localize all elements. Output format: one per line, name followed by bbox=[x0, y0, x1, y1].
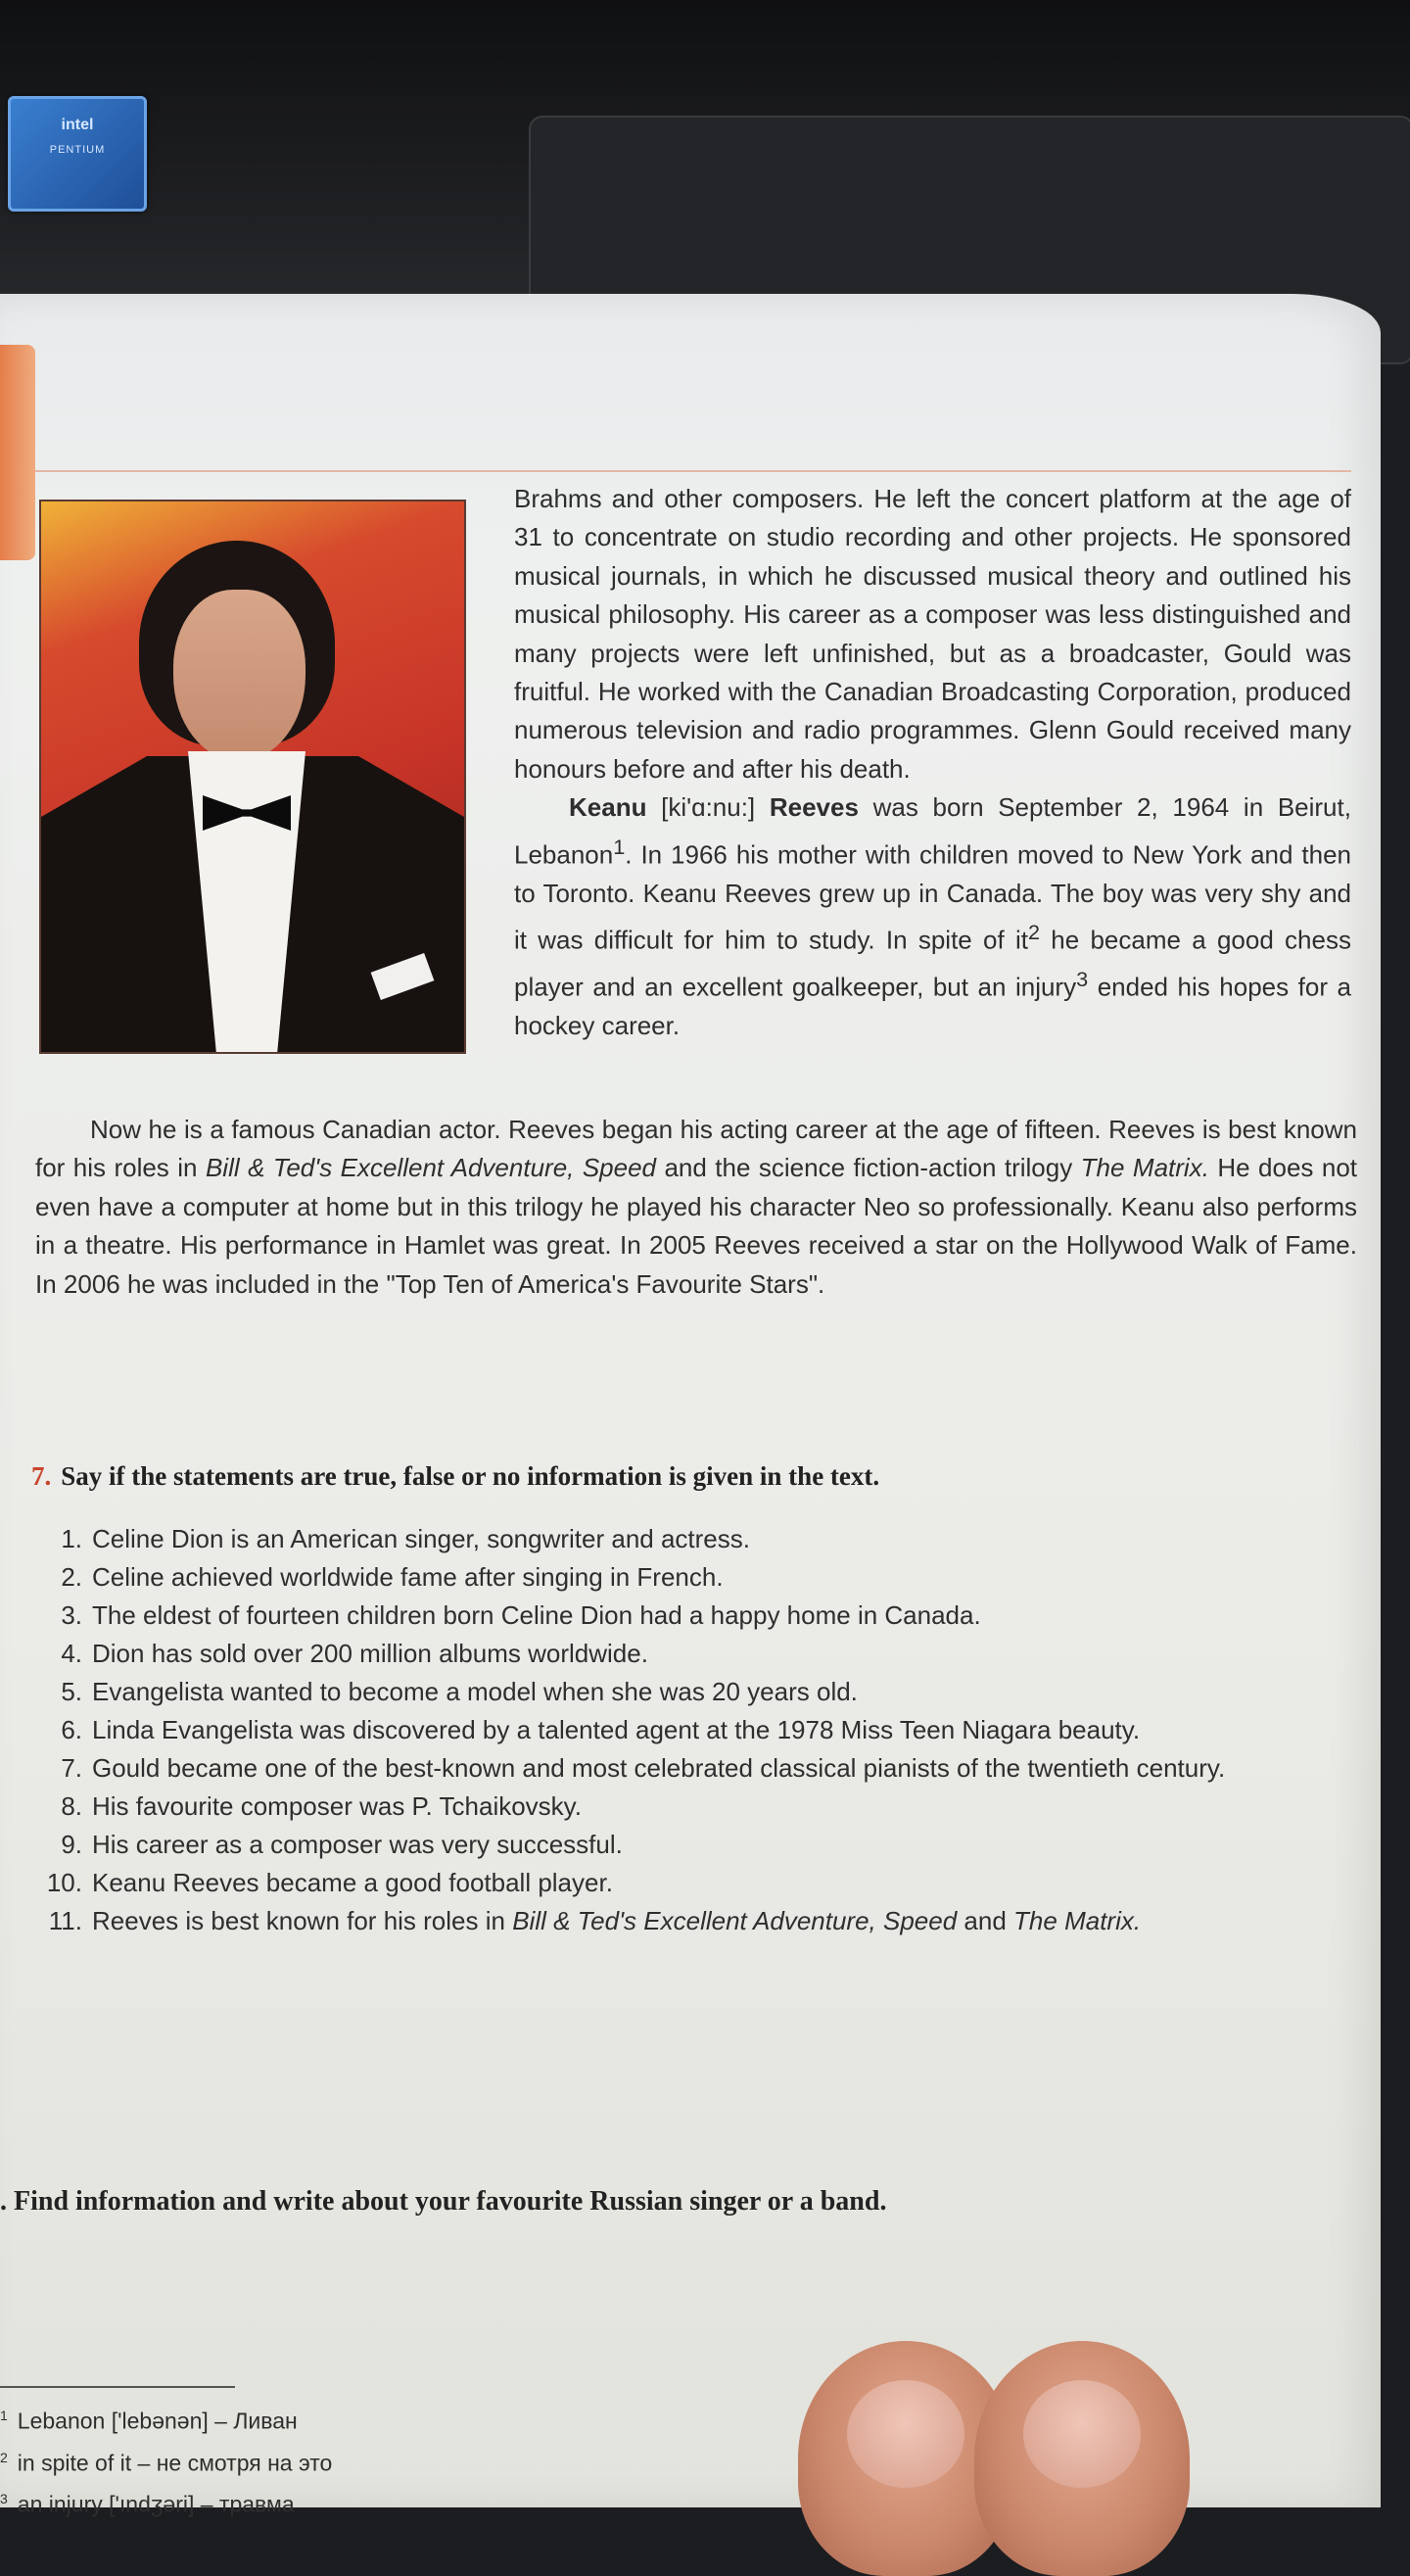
list-item: 2. Celine achieved worldwide fame after singing in French. bbox=[61, 1562, 724, 1592]
paragraph-reeves-career: Now he is a famous Canadian actor. Reeves began his acting career at the age of fifteen. Reeves is best known for his roles in Bill & Ted's Excellent Adventure, Speed and the science fiction-action trilogy The Matrix. He does not even have a computer at home but in this trilogy he played his character Neo so professionally. Keanu also performs in a theatre. His performance in Hamlet was great. In 2005 Reeves received a star on the Hollywood Walk of Fame. In 2006 he was included in the "Top Ten of America's Favourite Stars". bbox=[35, 1115, 1358, 1299]
keanu-reeves-photo bbox=[39, 500, 466, 1054]
processor-sticker bbox=[8, 96, 147, 212]
list-item: 7. Gould became one of the best-known and most celebrated classical pianists of the twentieth century. bbox=[61, 1753, 1226, 1783]
sticker-chip: PENTIUM bbox=[49, 144, 106, 156]
list-item: 3. The eldest of fourteen children born Celine Dion had a happy home in Canada. bbox=[61, 1600, 981, 1630]
paragraph-reeves-intro: Keanu [ki'ɑ:nu:] Reeves was born September 2, 1964 in Beirut, Lebanon$^1$. In 1966 his mother with children moved to New York and then to Toronto. Keanu Reeves grew up in Canada. The boy was very shy and it was difficult for him to study. In spite of $it^2$ he became a good chess player and an excellent goalkeeper, but an injury$^3$ ended his hopes for a hockey career. bbox=[514, 792, 1351, 1041]
list-item: 11. Reeves is best known for his roles in Bill & Ted's Excellent Adventure, Speed and The Matrix. bbox=[48, 1906, 1142, 1935]
footnote: $^3$ an injury ['ındʒəri] – травма bbox=[0, 2491, 295, 2517]
exercise-7-title: Say if the statements are true, false or no information is given in the text. bbox=[61, 1461, 880, 1491]
footnote: $^1$ Lebanon ['lebənən] – Ливан bbox=[0, 2408, 298, 2434]
list-item: 9. His career as a composer was very successful. bbox=[61, 1830, 623, 1859]
footnotes bbox=[0, 2398, 685, 2523]
list-item: 10. Keanu Reeves became a good football player. bbox=[46, 1868, 613, 1897]
list-item: 1. Celine Dion is an American singer, songwriter and actress. bbox=[61, 1524, 750, 1553]
list-item: 8. His favourite composer was P. Tchaikovsky. bbox=[61, 1791, 582, 1821]
article-right-column bbox=[514, 480, 1351, 1046]
article-full-width bbox=[35, 1111, 1357, 1304]
list-item: 6. Linda Evangelista was discovered by a talented agent at the 1978 Miss Teen Niagara beauty. bbox=[61, 1715, 1141, 1744]
list-item: 4. Dion has sold over 200 million albums worldwide. bbox=[61, 1639, 648, 1668]
right-thumb bbox=[974, 2341, 1190, 2576]
header-rule bbox=[35, 470, 1351, 472]
exercise-8-heading: . Find information and write about your favourite Russian singer or a band. bbox=[0, 2186, 887, 2217]
page-tab-marker bbox=[0, 345, 35, 560]
footnote-divider bbox=[0, 2386, 235, 2388]
list-item: 5. Evangelista wanted to become a model when she was 20 years old. bbox=[61, 1677, 858, 1706]
sticker-brand: intel bbox=[61, 117, 94, 133]
exercise-7-heading bbox=[31, 1461, 1373, 1492]
statement-list bbox=[0, 1520, 1371, 1940]
paragraph-gould: Brahms and other composers. He left the concert platform at the age of 31 to concentrate on studio recording and other projects. He sponsored musical journals, in which he discussed musical theory and outlined his musical philosophy. His career as a composer was less distinguished and many projects were left unfinished, but as a broadcaster, Gould was fruitful. He worked with the Canadian Broadcasting Corporation, produced numerous television and radio programmes. Glenn Gould received many honours before and after his death. bbox=[514, 484, 1351, 784]
footnote: $^2$ in spite of it – не смотря на это bbox=[0, 2449, 333, 2476]
exercise-7-number: 7. bbox=[31, 1461, 52, 1491]
